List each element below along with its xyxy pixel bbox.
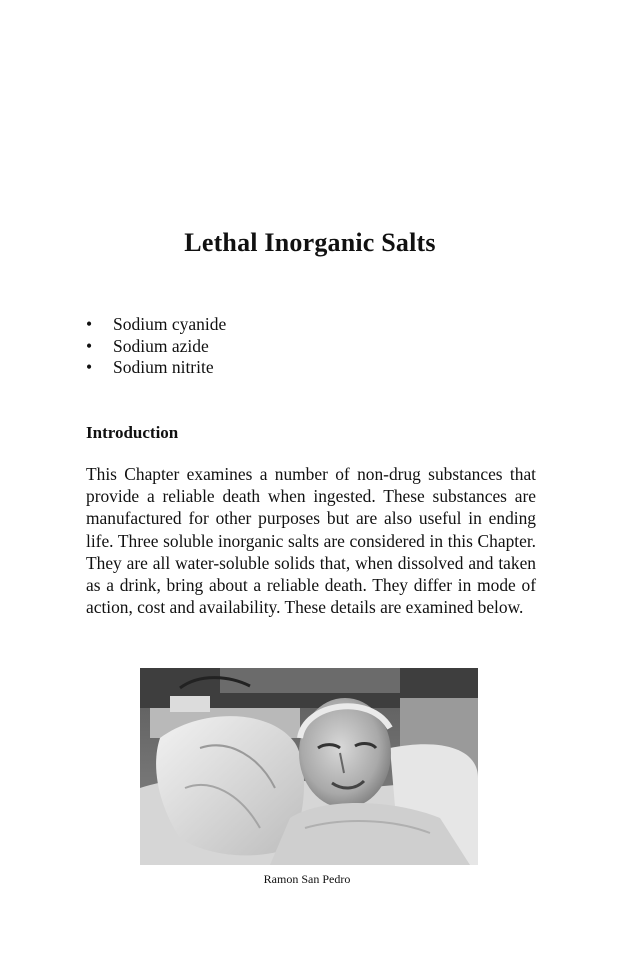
section-heading-introduction: Introduction: [86, 423, 179, 442]
photo-illustration: [140, 668, 478, 865]
bullet-marker: •: [86, 314, 93, 334]
chapter-title: Lethal Inorganic Salts: [184, 228, 436, 257]
salt-list: [86, 314, 226, 379]
list-item-text: Sodium nitrite: [113, 357, 214, 377]
list-item: [86, 357, 226, 379]
bullet-marker: •: [86, 335, 93, 356]
list-item: [86, 314, 226, 336]
list-item-text: Sodium azide: [113, 335, 209, 356]
portrait-photo: [140, 668, 478, 865]
introduction-paragraph: This Chapter examines a number of non-drug substances that provide a reliable death when ingested. These substances are manufactured for other purposes but are also useful in ending life. Three soluble inorganic salts are considered in this Chapter. They are all water-soluble solids that, when dissolved and taken as a drink, bring about a reliable death. They differ in mode of action, cost and availability. These details are examined below.: [86, 464, 536, 618]
list-item-text: Sodium cyanide: [113, 314, 227, 334]
bullet-marker: •: [86, 357, 93, 377]
photo-caption: Ramon San Pedro: [263, 872, 351, 886]
list-item: [86, 336, 226, 358]
